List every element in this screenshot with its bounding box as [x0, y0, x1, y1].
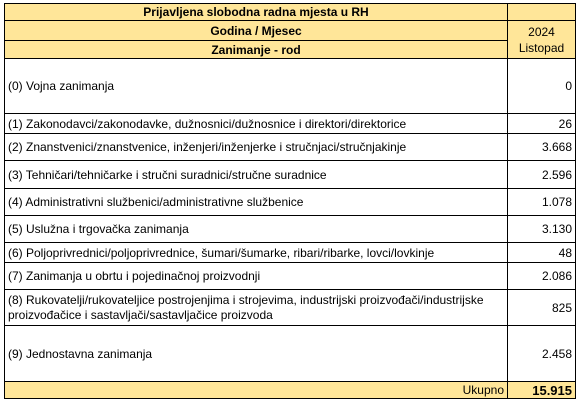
table-row [5, 134, 576, 161]
row-label: (7) Zanimanja u obrtu i pojedinačnoj proizvodnji [5, 263, 508, 290]
row-label: (9) Jednostavna zanimanja [5, 326, 508, 382]
vacancies-table [4, 3, 576, 399]
row-value: 26 [508, 114, 576, 134]
table-title: Prijavljena slobodna radna mjesta u RH [5, 4, 508, 21]
table-row [5, 243, 576, 263]
row-label: (1) Zakonodavci/zakonodavke, dužnosnici/dužnosnice i direktori/direktorice [5, 114, 508, 134]
table-row [5, 326, 576, 382]
row-label: (2) Znanstvenici/znanstvenice, inženjeri/inženjerke i stručnjaci/stručnjakinje [5, 134, 508, 161]
table-row [5, 216, 576, 243]
table-row [5, 114, 576, 134]
header-year-month: Godina / Mjesec [5, 21, 508, 41]
row-value: 2.596 [508, 161, 576, 189]
row-label: (5) Uslužna i trgovačka zanimanja [5, 216, 508, 243]
period-month: Listopad [518, 40, 565, 55]
row-label: (0) Vojna zanimanja [5, 59, 508, 114]
header-occupation: Zanimanje - rod [5, 41, 508, 59]
total-row [5, 382, 576, 399]
period-cell [508, 21, 576, 59]
table-row [5, 263, 576, 290]
title-spacer-cell [508, 4, 576, 21]
table-row [5, 59, 576, 114]
row-value: 2.458 [508, 326, 576, 382]
row-label: (3) Tehničari/tehničarke i stručni suradnici/stručne suradnice [5, 161, 508, 189]
period-year: 2024 [528, 24, 555, 39]
row-value: 3.668 [508, 134, 576, 161]
row-value: 825 [508, 290, 576, 326]
total-value: 15.915 [508, 382, 576, 399]
row-label: (4) Administrativni službenici/administrativne službenice [5, 189, 508, 216]
total-label: Ukupno [5, 382, 508, 399]
row-label: (6) Poljoprivrednici/poljoprivrednice, šumari/šumarke, ribari/ribarke, lovci/lovkinje [5, 243, 508, 263]
row-value: 48 [508, 243, 576, 263]
row-value: 0 [508, 59, 576, 114]
table-row [5, 290, 576, 326]
table-row [5, 189, 576, 216]
row-label: (8) Rukovatelji/rukovateljice postrojenjima i strojevima, industrijski proizvođači/industrijske proizvođačice i sastavljači/sastavljačice proizvoda [5, 290, 508, 326]
row-value: 1.078 [508, 189, 576, 216]
row-value: 3.130 [508, 216, 576, 243]
table-row [5, 161, 576, 189]
row-value: 2.086 [508, 263, 576, 290]
